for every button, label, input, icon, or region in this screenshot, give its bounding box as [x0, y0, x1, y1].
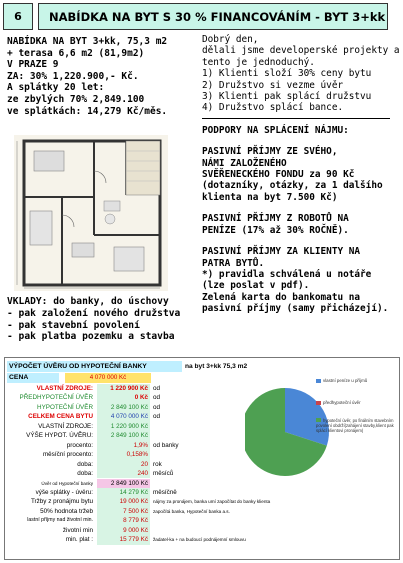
calc-row	[7, 516, 307, 525]
intro-line: 2) Družstvo si vezme úvěr	[202, 79, 344, 91]
legend-swatch-green	[316, 418, 321, 422]
calc-row-note: nájmy za pronájem, banka umí započítat do banky klienta	[153, 499, 271, 505]
calc-row-label: min. plat :	[65, 536, 93, 544]
calc-row-value: 0,158%	[97, 450, 150, 459]
calc-row-label: lastní příjmy nad životní min.	[27, 517, 93, 524]
intro-line: 3) Klienti pak splácí družstvu	[202, 91, 372, 103]
calc-row-note: rok	[153, 460, 162, 468]
calc-row-value: 9 000 Kč	[97, 526, 150, 535]
calc-row-note: od	[153, 403, 161, 411]
calc-row-label: výše splátky - úvěru:	[35, 488, 93, 496]
passive-own-line: NÁMI ZALOŽENÉHO	[202, 157, 287, 169]
calc-row-label: 50% hodnota tržeb	[40, 507, 93, 515]
calc-row-value: 1,9%	[97, 441, 150, 450]
calc-row-value: 14 279 Kč	[97, 488, 150, 497]
intro-line: 4) Družstvo splácí bance.	[202, 102, 344, 114]
page-number-badge: 6	[3, 3, 33, 30]
legend-swatch-blue	[316, 379, 321, 383]
offer-line: ve splátkách: 14,279 Kč/měs.	[7, 105, 168, 117]
deposit-line: - pak založení nového družstva	[7, 307, 181, 319]
price-value: 4 070 000 Kč	[65, 373, 151, 383]
calc-row-value: 8 779 Kč	[97, 516, 150, 525]
calc-row-value: 2 849 100 Kč	[97, 479, 150, 488]
offer-info	[7, 36, 203, 117]
calc-row-note: od banky	[153, 441, 179, 449]
divider	[202, 118, 390, 119]
calc-row-note: od	[153, 385, 161, 392]
intro-line: tento je jednoduchý.	[202, 56, 315, 68]
calc-row-value: 240	[97, 469, 150, 478]
calc-row-label: měsíční procento:	[42, 451, 93, 459]
calc-row-label: doba:	[77, 470, 93, 478]
calc-row-value: 2 849 100 Kč	[97, 403, 150, 412]
calc-row-label: VÝŠE HYPOT. ÚVĚRU:	[26, 432, 93, 440]
passive-own-line: (dotazníky, otázky, za 1 dalšího	[202, 180, 383, 192]
legend-item-hypo: hypoteční úvěr, po finálním stavebním povolení obdrží(zahájení stavby,klient pak splácí klientovi pronájem)	[316, 418, 394, 434]
calc-row-value: 19 000 Kč	[97, 497, 150, 506]
page-title: NABÍDKA NA BYT S 30 % FINANCOVÁNÍM - BYT 3+kk	[38, 3, 388, 30]
calc-row-value: 7 500 Kč	[97, 507, 150, 516]
calc-subtitle: na byt 3+kk 75,3 m2	[185, 363, 248, 370]
calc-row-note: od	[153, 413, 161, 421]
passive-robots-line: PASIVNÍ PŘÍJMY Z ROBOTŮ NA	[202, 213, 349, 225]
loan-calculation-sheet	[4, 357, 400, 560]
deposit-line: VKLADY: do banky, do úschovy	[7, 296, 169, 307]
calc-row-label: PŘEDHYPOTEČNÍ ÚVĚR	[19, 394, 93, 402]
calc-row-note: od	[153, 394, 161, 402]
support-heading: PODPORY NA SPLÁCENÍ NÁJMU:	[202, 124, 349, 136]
passive-own-line: klienta na byt 7.500 Kč)	[202, 191, 338, 203]
price-label: CENA	[7, 373, 59, 383]
offer-line: ze zbylých 70% 2,849.100	[7, 93, 145, 105]
calc-row	[7, 526, 307, 535]
offer-line: + terasa 6,6 m2 (81,9m2)	[7, 47, 145, 59]
calc-row-note: měsíců	[153, 470, 174, 478]
passive-robots-line: PENÍZE (17% až 30% ROČNĚ).	[202, 224, 349, 236]
legend-item-prehypo: předhypoteční úvěr	[316, 400, 361, 405]
calc-title: VÝPOČET ÚVĚRU OD HYPOTEČNÍ BANKY	[7, 361, 182, 372]
calc-row-value: 4 070 000 Kč	[97, 412, 150, 421]
intro-line: 1) Klienti složí 30% ceny bytu	[202, 68, 372, 80]
support-note-line: Zelená karta do bankomatu na	[202, 291, 361, 303]
passive-clients-line: PATRA BYTŮ.	[202, 257, 265, 269]
offer-line: NABÍDKA NA BYT 3+kk, 75,3 m2	[7, 36, 168, 47]
support-note-line: pasivní příjmy (samy přicházejí).	[202, 303, 389, 315]
calc-row-value: 20	[97, 460, 150, 469]
legend-swatch-red	[316, 401, 321, 405]
calc-row-value: 1 220 900 Kč	[97, 422, 150, 431]
calc-row-value: 2 849 100 Kč	[97, 431, 150, 440]
calc-row	[7, 535, 307, 544]
calc-row-label: CELKEM CENA BYTU	[28, 413, 93, 421]
calc-row-label: HYPOTEČNÍ ÚVĚR	[37, 403, 93, 411]
passive-own-line: PASIVNÍ PŘÍJMY ZE SVÉHO,	[202, 146, 338, 158]
passive-own-line: SVĚŘENECKÉHO FONDU za 90 Kč	[202, 169, 355, 181]
deposit-line: - pak platba pozemku a stavba	[7, 331, 175, 343]
support-note-line: (lze poslat v pdf).	[202, 280, 310, 292]
calc-row-label: Úvěr od Hypoteční banky	[41, 480, 93, 486]
offer-line: ZA: 30% 1,220.900,- Kč.	[7, 70, 139, 82]
calc-row-note: žadatel-ka + na budoucí podnájemní smlouvu	[153, 537, 246, 543]
calc-row-note: započítá banka, Hypoteční banka a.s.	[153, 508, 230, 514]
calc-row-value: 0 Kč	[97, 393, 150, 402]
calc-row-note: měsíčně	[153, 488, 177, 496]
passive-clients-line: PASIVNÍ PŘÍJMY ZA KLIENTY NA	[202, 246, 361, 258]
calc-row-label: životní min	[62, 526, 93, 534]
legend-item-own: vlastní peníze u příjmů	[316, 378, 367, 383]
calc-row-label: VLASTNÍ ZDROJE:	[38, 422, 93, 430]
offer-line: V PRAZE 9	[7, 59, 59, 71]
deposits-info	[7, 296, 207, 343]
offer-line: A splátky 20 let:	[7, 82, 105, 94]
calc-row-value: 15 779 Kč	[97, 535, 150, 544]
calc-row-label: procento:	[66, 441, 93, 449]
deposit-line: - pak stavební povolení	[7, 319, 140, 331]
calc-row-label: doba:	[77, 460, 93, 468]
calc-row	[7, 507, 307, 516]
intro-panel	[202, 34, 400, 315]
intro-line: Dobrý den,	[202, 34, 259, 45]
intro-line: dělali jsme developerské projekty a	[202, 45, 400, 57]
calc-row-label: VLASTNÍ ZDROJE:	[36, 385, 93, 392]
floor-plan-image	[14, 135, 168, 291]
calc-row-value: 1 220 900 Kč	[97, 384, 150, 393]
calc-row	[7, 497, 307, 506]
support-note-line: *) pravidla schválená u notáře	[202, 268, 372, 280]
calc-row-label: Tržby z pronájmu bytu	[30, 498, 93, 506]
